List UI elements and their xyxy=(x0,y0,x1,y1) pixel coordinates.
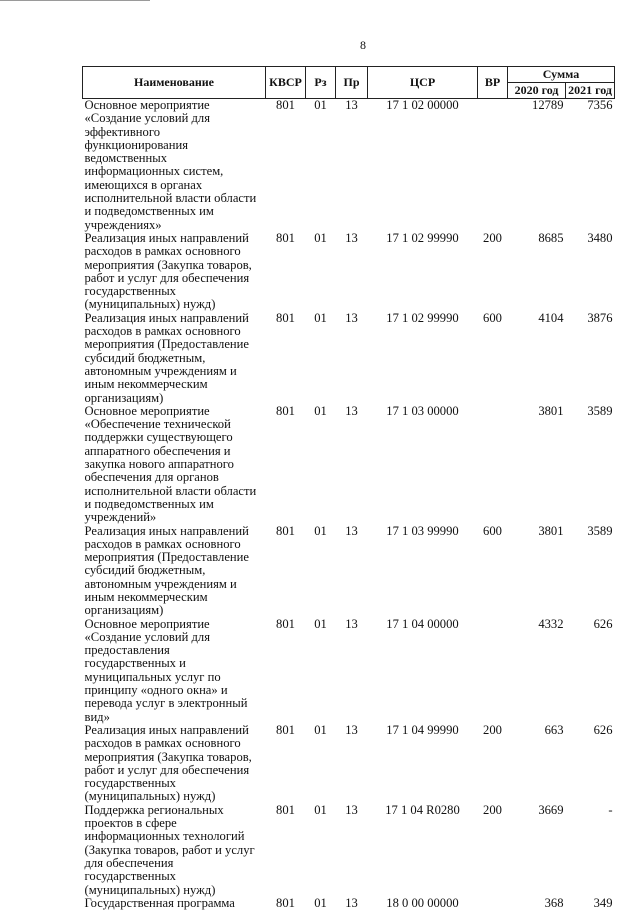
cell-2020: 368 xyxy=(508,897,566,910)
cell-pr: 13 xyxy=(336,804,368,897)
cell-name: Основное мероприятие «Создание условий для предоставления государственных и муниципальных услуг по принципу «одного окна» и перевода услуг в электронный вид» xyxy=(83,618,266,724)
cell-name: Реализация иных направлений расходов в рамках основного мероприятия (Закупка товаров, работ и услуг для обеспечения государственных (муниципальных) нужд) xyxy=(83,232,266,312)
cell-csr: 17 1 04 00000 xyxy=(368,618,478,724)
cell-2021: 3589 xyxy=(566,525,615,618)
cell-kvsr: 801 xyxy=(266,312,306,405)
cell-rz: 01 xyxy=(306,804,336,897)
cell-name: Основное мероприятие «Создание условий для эффективного функционирования ведомственных информационных систем, имеющихся в органах исполнительной власти области и подведомственных им учреждениях» xyxy=(83,99,266,232)
cell-rz: 01 xyxy=(306,897,336,910)
table-row xyxy=(83,724,615,804)
cell-2020: 3801 xyxy=(508,525,566,618)
cell-pr: 13 xyxy=(336,405,368,525)
cell-vr: 200 xyxy=(478,232,508,312)
cell-kvsr: 801 xyxy=(266,618,306,724)
table-row xyxy=(83,525,615,618)
cell-2021: 7356 xyxy=(566,99,615,232)
cell-kvsr: 801 xyxy=(266,405,306,525)
cell-csr: 17 1 04 R0280 xyxy=(368,804,478,897)
cell-2021: 349 xyxy=(566,897,615,910)
cell-vr xyxy=(478,897,508,910)
table-body xyxy=(83,99,615,910)
cell-2021: 626 xyxy=(566,618,615,724)
header-rz: Рз xyxy=(306,67,336,99)
header-2020: 2020 год xyxy=(508,83,566,99)
cell-csr: 17 1 02 00000 xyxy=(368,99,478,232)
cell-pr: 13 xyxy=(336,618,368,724)
cell-name: Основное мероприятие «Обеспечение технической поддержки существующего аппаратного обеспечения и закупка нового аппаратного обеспечения для органов исполнительной власти области и подведомственных им учреждений» xyxy=(83,405,266,525)
cell-2020: 3801 xyxy=(508,405,566,525)
cell-name: Поддержка региональных проектов в сфере информационных технологий (Закупка товаров, работ и услуг для обеспечения государственных (муниципальных) нужд) xyxy=(83,804,266,897)
cell-name: Государственная программа xyxy=(83,897,266,910)
cell-csr: 17 1 03 00000 xyxy=(368,405,478,525)
cell-name: Реализация иных направлений расходов в рамках основного мероприятия (Предоставление субсидий бюджетным, автономным учреждениям и иным некоммерческим организациям) xyxy=(83,525,266,618)
header-name: Наименование xyxy=(83,67,266,99)
table-row xyxy=(83,897,615,910)
cell-2020: 8685 xyxy=(508,232,566,312)
cell-vr xyxy=(478,618,508,724)
header-csr: ЦСР xyxy=(368,67,478,99)
cell-2020: 3669 xyxy=(508,804,566,897)
cell-2020: 4104 xyxy=(508,312,566,405)
header-sum: Сумма xyxy=(508,67,615,83)
cell-csr: 17 1 02 99990 xyxy=(368,312,478,405)
cell-2020: 4332 xyxy=(508,618,566,724)
cell-rz: 01 xyxy=(306,618,336,724)
cell-2021: 3480 xyxy=(566,232,615,312)
cell-2021: 626 xyxy=(566,724,615,804)
cell-kvsr: 801 xyxy=(266,232,306,312)
cell-2020: 12789 xyxy=(508,99,566,232)
cell-pr: 13 xyxy=(336,232,368,312)
cell-2021: 3876 xyxy=(566,312,615,405)
table-row xyxy=(83,232,615,312)
cell-kvsr: 801 xyxy=(266,897,306,910)
table-row xyxy=(83,99,615,232)
cell-rz: 01 xyxy=(306,99,336,232)
table-row xyxy=(83,405,615,525)
cell-pr: 13 xyxy=(336,525,368,618)
header-2021: 2021 год xyxy=(566,83,615,99)
table-row xyxy=(83,804,615,897)
cell-pr: 13 xyxy=(336,99,368,232)
cell-kvsr: 801 xyxy=(266,724,306,804)
cell-vr xyxy=(478,99,508,232)
cell-vr: 600 xyxy=(478,525,508,618)
cell-pr: 13 xyxy=(336,312,368,405)
cell-pr: 13 xyxy=(336,897,368,910)
budget-table xyxy=(82,66,615,910)
cell-2021: 3589 xyxy=(566,405,615,525)
header-vr: ВР xyxy=(478,67,508,99)
page-number: 8 xyxy=(360,38,366,53)
cell-kvsr: 801 xyxy=(266,525,306,618)
cell-rz: 01 xyxy=(306,525,336,618)
cell-vr: 200 xyxy=(478,804,508,897)
cell-rz: 01 xyxy=(306,724,336,804)
cell-vr: 600 xyxy=(478,312,508,405)
cell-rz: 01 xyxy=(306,405,336,525)
header-pr: Пр xyxy=(336,67,368,99)
table-row xyxy=(83,618,615,724)
table-row xyxy=(83,312,615,405)
cell-csr: 18 0 00 00000 xyxy=(368,897,478,910)
cell-rz: 01 xyxy=(306,312,336,405)
cell-2020: 663 xyxy=(508,724,566,804)
cell-vr: 200 xyxy=(478,724,508,804)
cell-csr: 17 1 04 99990 xyxy=(368,724,478,804)
cell-name: Реализация иных направлений расходов в рамках основного мероприятия (Закупка товаров, работ и услуг для обеспечения государственных (муниципальных) нужд) xyxy=(83,724,266,804)
cell-pr: 13 xyxy=(336,724,368,804)
cell-csr: 17 1 03 99990 xyxy=(368,525,478,618)
header-kvsr: КВСР xyxy=(266,67,306,99)
cell-name: Реализация иных направлений расходов в рамках основного мероприятия (Предоставление субсидий бюджетным, автономным учреждениям и иным некоммерческим организациям) xyxy=(83,312,266,405)
cell-rz: 01 xyxy=(306,232,336,312)
cell-kvsr: 801 xyxy=(266,99,306,232)
cell-vr xyxy=(478,405,508,525)
scan-edge-line xyxy=(0,0,150,1)
cell-kvsr: 801 xyxy=(266,804,306,897)
cell-csr: 17 1 02 99990 xyxy=(368,232,478,312)
cell-2021: - xyxy=(566,804,615,897)
